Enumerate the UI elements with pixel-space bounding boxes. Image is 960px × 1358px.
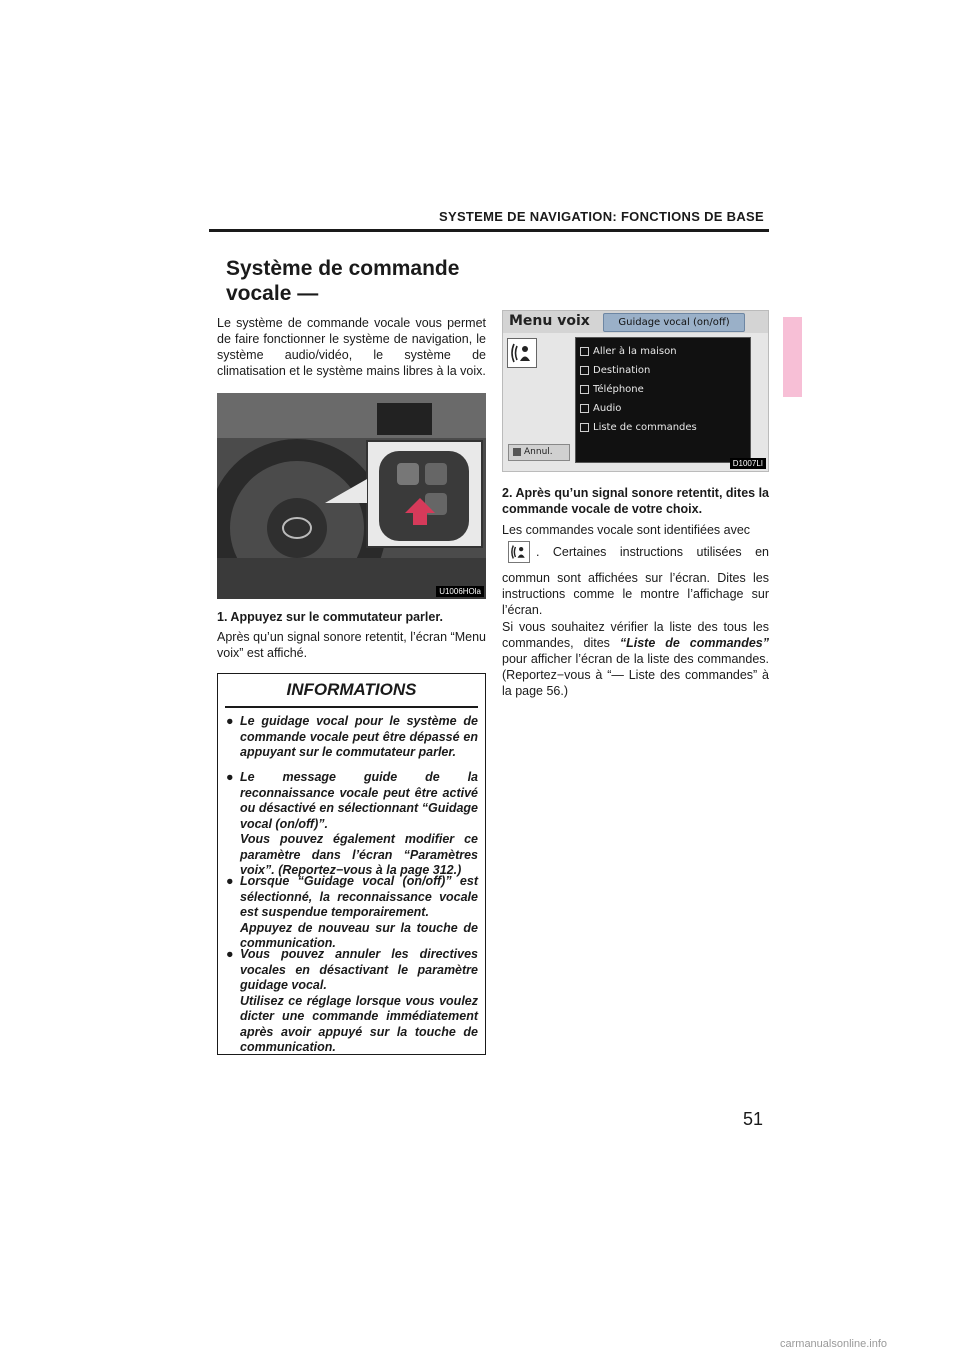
watermark: carmanualsonline.info	[780, 1338, 888, 1350]
informations-heading: INFORMATIONS	[286, 680, 417, 699]
info-item-text: Le message guide de la reconnaissance vocale peut être activé ou désactivé en sélectionnant “Guidage vocal (on/off)”.	[240, 770, 478, 831]
info-item-text-continued: Appuyez de nouveau sur la touche de communication.	[240, 920, 478, 950]
voice-cmd-icon	[580, 366, 589, 375]
section-title-line1: Système de commande	[226, 257, 460, 280]
voice-command-icon	[507, 338, 537, 368]
cancel-icon	[513, 448, 521, 456]
liste-de-commandes-emphasis: “Liste de commandes”	[619, 636, 769, 650]
steering-wheel-photo	[217, 393, 486, 599]
voice-menu-screenshot	[502, 310, 769, 472]
icon-line	[502, 541, 769, 563]
guidage-vocal-button[interactable]: Guidage vocal (on/off)	[603, 313, 745, 332]
command-list	[575, 337, 751, 463]
info-item-3	[226, 874, 478, 952]
command-item[interactable]: Téléphone	[580, 384, 644, 395]
bullet-icon: ●	[226, 770, 234, 784]
step-2: 2. Après qu’un signal sonore retentit, dites la commande vocale de votre choix.	[502, 486, 769, 516]
step-1: 1. Appuyez sur le commutateur parler.	[217, 610, 443, 624]
command-item[interactable]: Aller à la maison	[580, 346, 677, 357]
commands-identified-line: Les commandes vocale sont identifiées avec	[502, 523, 751, 537]
info-item-text-continued: Vous pouvez également modifier ce paramètre dans l’écran “Paramètres voix”. (Reportez−vous à la page 312.)	[240, 832, 478, 877]
info-item-text-continued: Utilisez ce réglage lorsque vous voulez dicter une commande immédiatement après avoir appuyé sur la touche de communication.	[240, 993, 478, 1054]
cancel-button[interactable]: Annul.	[508, 444, 570, 461]
voice-cmd-icon	[580, 423, 589, 432]
talk-icon	[508, 541, 530, 563]
header-rule	[209, 229, 769, 232]
voice-cmd-icon	[580, 347, 589, 356]
info-item-1	[226, 714, 478, 761]
info-item-text: Le guidage vocal pour le système de commande vocale peut être dépassé en appuyant sur le commutateur parler.	[240, 714, 478, 759]
commands-shown-paragraph: commun sont affichées sur l’écran. Dites les instructions comme le montre l’affichage sur l’écran.	[502, 571, 769, 617]
icon-line-text: . Certaines instructions utilisées en	[536, 545, 769, 559]
chapter-tab	[783, 317, 802, 397]
page-number: 51	[743, 1109, 764, 1129]
info-item-text: Vous pouvez annuler les directives vocales en désactivant le paramètre guidage vocal.	[240, 947, 478, 992]
steering-wheel-illustration	[217, 393, 486, 599]
info-item-4	[226, 947, 478, 1056]
section-title	[226, 256, 486, 306]
command-item[interactable]: Liste de commandes	[580, 422, 697, 433]
talk-icon	[508, 339, 536, 367]
step-1-result: Après qu’un signal sonore retentit, l’écran “Menu voix” est affiché.	[217, 630, 486, 660]
section-title-line2: vocale —	[226, 282, 319, 305]
bullet-icon: ●	[226, 714, 234, 728]
informations-rule	[225, 706, 478, 708]
voice-cmd-icon	[580, 385, 589, 394]
photo-code: U1006HOla	[436, 586, 484, 597]
informations-box	[217, 673, 486, 1055]
bullet-icon: ●	[226, 947, 234, 961]
voice-cmd-icon	[580, 404, 589, 413]
bullet-icon: ●	[226, 874, 234, 888]
command-item[interactable]: Destination	[580, 365, 650, 376]
list-commands-paragraph: Si vous souhaitez vérifier la liste des tous les commandes, dites “Liste de commandes” pour afficher l’écran de la liste des commandes. (Reportez−vous à “— Liste des commandes” à la page 56.)	[502, 620, 769, 698]
intro-paragraph: Le système de commande vocale vous permet de faire fonctionner le système de navigation, le système audio/vidéo, le système de climatisation et le système mains libres à la voix.	[217, 316, 486, 378]
screen-code: D1007LI	[730, 458, 766, 469]
menu-voix-title: Menu voix	[509, 313, 590, 329]
info-item-text: Lorsque “Guidage vocal (on/off)” est sélectionné, la reconnaissance vocale est suspendue temporairement.	[240, 874, 478, 919]
info-item-2	[226, 770, 478, 879]
running-header: SYSTEME DE NAVIGATION: FONCTIONS DE BASE	[439, 209, 764, 224]
command-item[interactable]: Audio	[580, 403, 621, 414]
